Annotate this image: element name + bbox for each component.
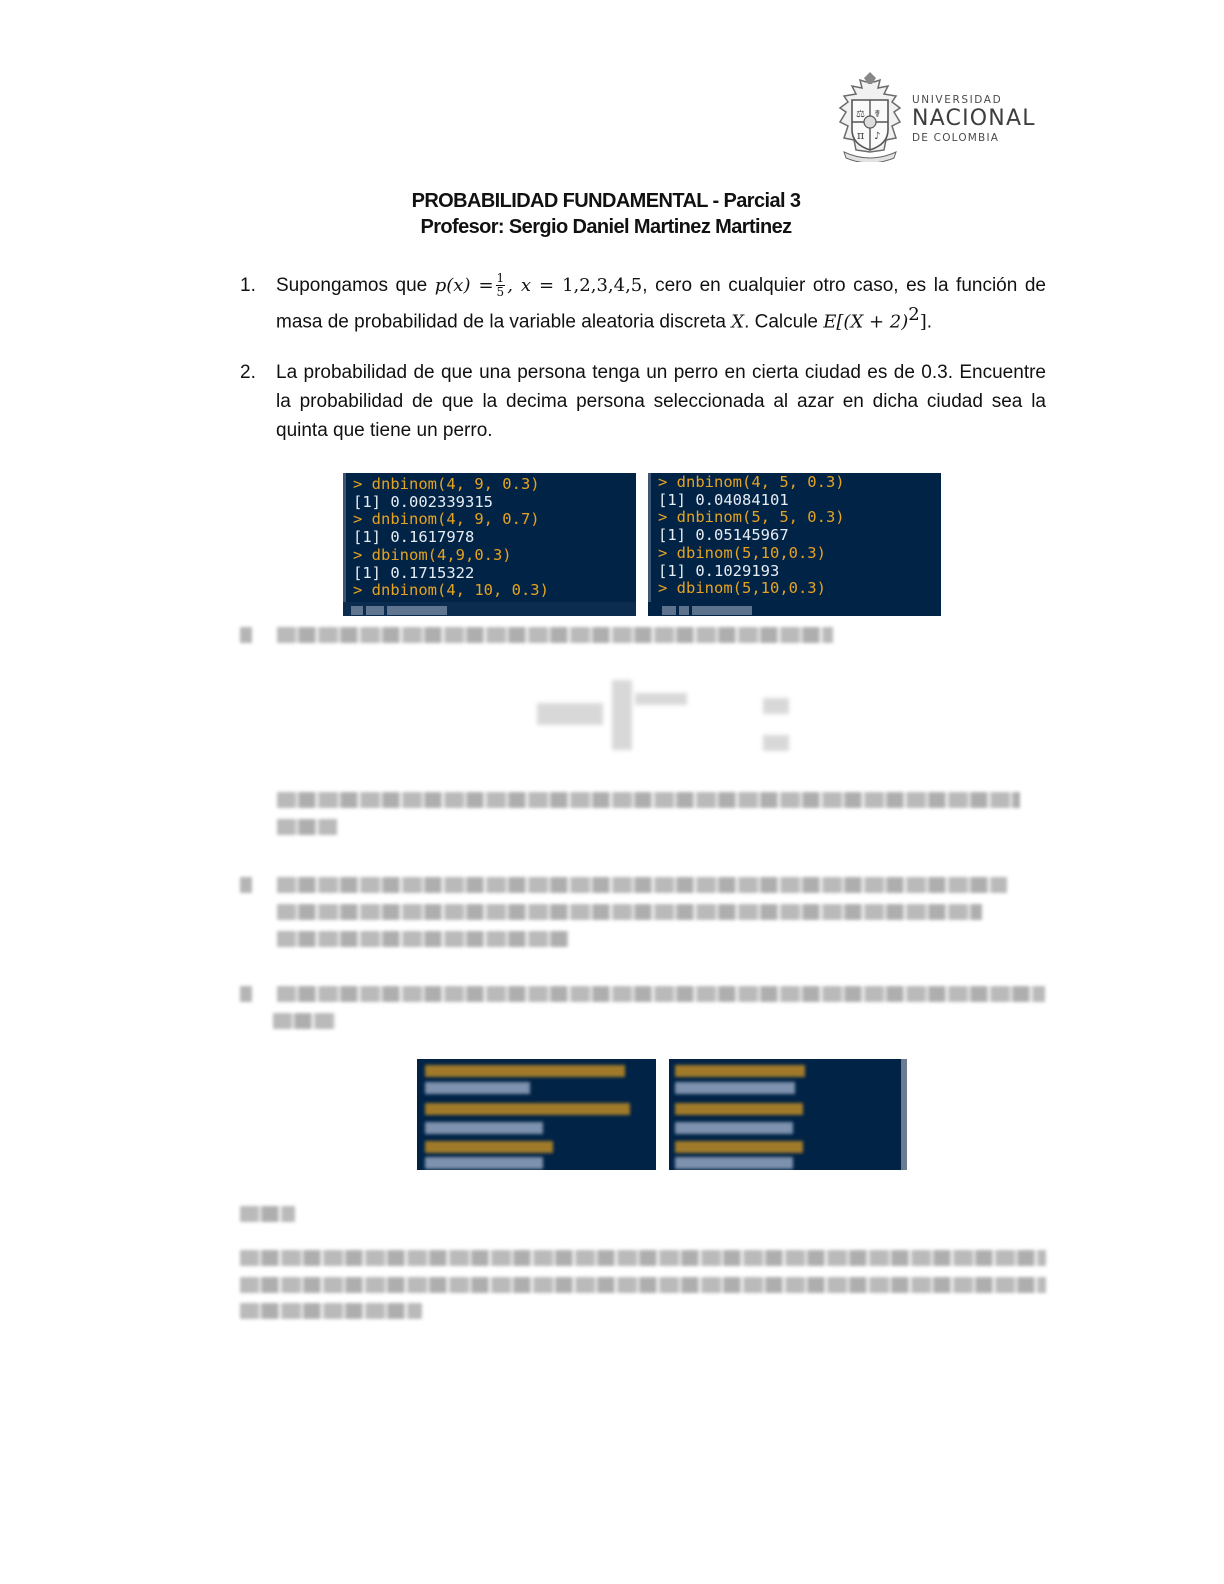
question-text: La probabilidad de que una persona tenga un perro en cierta ciudad es de 0.3. Encuentre la probabilidad de que la decima persona seleccionada al azar en dicha ciudad sea la quinta que tiene un perro. [276, 362, 1046, 441]
math-exponent: 2 [908, 304, 920, 325]
pixelated-output [648, 602, 941, 616]
fraction-denominator: 5 [496, 285, 505, 300]
blurred-console-left [417, 1059, 656, 1170]
question-number: 2. [240, 362, 256, 383]
math-close-bracket: ] [919, 311, 927, 333]
console-command: > dbinom(5,10,0.3) [658, 543, 826, 562]
svg-text:♪: ♪ [874, 131, 881, 142]
university-crest-icon [834, 72, 906, 162]
svg-text:⚖: ⚖ [856, 109, 865, 120]
svg-text:☤: ☤ [874, 109, 881, 120]
console-output: [1] 0.1029193 [658, 561, 780, 580]
console-command: > dnbinom(4, 9, 0.7) [353, 510, 540, 529]
question-text: . Calcule [744, 311, 824, 333]
question-text: Supongamos que [276, 275, 435, 296]
pixelated-output [343, 602, 636, 616]
r-console-right [648, 473, 941, 616]
console-output: [1] 0.002339315 [353, 492, 493, 511]
console-command: > dbinom(5,10,0.3) [658, 579, 826, 598]
question-2 [240, 358, 1046, 445]
svg-text:π: π [857, 129, 865, 142]
logo-line-nacional: NACIONAL [912, 106, 1036, 131]
question-text: , cero en cualquier otro caso, es la función de masa de probabilidad de la variable aleatoria discreta [276, 275, 1046, 333]
console-output: [1] 0.04084101 [658, 490, 789, 509]
question-text: . [926, 311, 933, 333]
console-output: [1] 0.1715322 [353, 563, 475, 582]
university-logo [834, 72, 1048, 162]
question-number: 1. [240, 275, 256, 296]
math-expectation: E[(X + 2) [823, 311, 909, 333]
math-X: X [731, 311, 745, 333]
fraction-numerator: 1 [496, 271, 505, 286]
math-px: p(x) = [434, 275, 494, 296]
console-command: > dnbinom(4, 9, 0.3) [353, 475, 540, 493]
console-command: > dnbinom(5, 5, 0.3) [658, 508, 845, 527]
console-command: > dnbinom(4, 5, 0.3) [658, 473, 845, 491]
math-x: , x = [507, 275, 563, 296]
professor-line: Profesor: Sergio Daniel Martinez Martinez [420, 216, 792, 238]
blurred-console-right [669, 1059, 907, 1170]
r-console-left [343, 473, 636, 616]
logo-line-universidad: UNIVERSIDAD [912, 94, 1003, 106]
console-output: [1] 0.05145967 [658, 526, 789, 545]
console-command: > dbinom(4,9,0.3) [353, 545, 512, 564]
console-command: > dnbinom(4, 10, 0.3) [353, 581, 549, 600]
console-output: [1] 0.1617978 [353, 528, 475, 547]
question-1 [240, 271, 1046, 336]
fraction [496, 272, 506, 299]
question-body [276, 271, 1046, 336]
logo-line-de-colombia: DE COLOMBIA [912, 132, 1000, 144]
math-values: 1,2,3,4,5 [562, 275, 643, 296]
document-title: PROBABILIDAD FUNDAMENTAL - Parcial 3 [411, 190, 801, 212]
